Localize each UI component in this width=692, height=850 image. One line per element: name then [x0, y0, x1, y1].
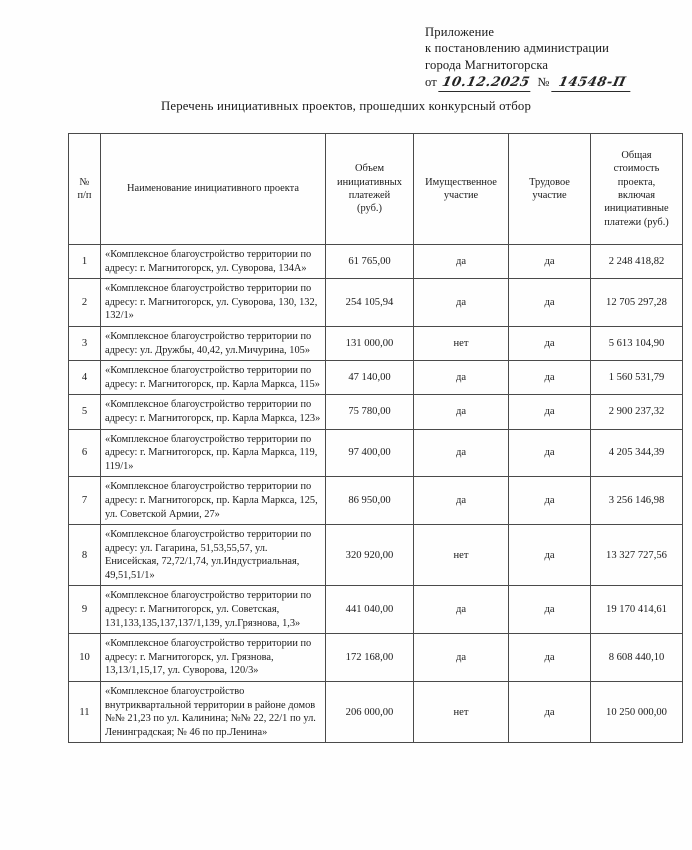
column-header-volume-line3: платежей [348, 190, 391, 201]
cell-volume: 206 000,00 [326, 682, 414, 743]
column-header-project-name: Наименование инициативного проекта [101, 134, 326, 245]
cell-total-cost: 12 705 297,28 [591, 279, 683, 327]
cell-labor: да [509, 279, 591, 327]
table-row [69, 682, 683, 743]
column-header-total-line1: Общая [621, 149, 652, 161]
cell-row-number: 11 [69, 682, 101, 743]
cell-labor: да [509, 525, 591, 586]
cell-property: да [414, 245, 509, 279]
cell-row-number: 5 [69, 395, 101, 429]
cell-volume: 320 920,00 [326, 525, 414, 586]
column-header-labor-participation [509, 134, 591, 245]
cell-row-number: 8 [69, 525, 101, 586]
cell-project-name: «Комплексное благоустройство территории по адресу: г. Магнитогорск, ул. Советская, 131,133,135,137,137/1,139, ул.Грязнова, 1,3» [101, 586, 326, 634]
cell-total-cost: 1 560 531,79 [591, 361, 683, 395]
column-header-number [69, 134, 101, 245]
cell-volume: 86 950,00 [326, 477, 414, 525]
cell-row-number: 1 [69, 245, 101, 279]
cell-project-name: «Комплексное благоустройство территории по адресу: ул. Гагарина, 51,53,55,57, ул. Енисейская, 72,72/1,74, ул.Индустриальная, 49,51,51/1» [101, 525, 326, 586]
table-header [69, 134, 683, 245]
cell-volume: 97 400,00 [326, 429, 414, 477]
table-body [69, 245, 683, 743]
column-header-labor-line2: участие [532, 190, 567, 201]
cell-project-name: «Комплексное благоустройство территории по адресу: г. Магнитогорск, ул. Грязнова, 13,13/1,15,17, ул. Суворова, 120/3» [101, 634, 326, 682]
table-row [69, 429, 683, 477]
cell-property: да [414, 634, 509, 682]
cell-labor: да [509, 477, 591, 525]
cell-total-cost: 5 613 104,90 [591, 326, 683, 360]
table-row [69, 326, 683, 360]
column-header-volume [326, 134, 414, 245]
appendix-header-block [425, 24, 675, 93]
cell-labor: да [509, 395, 591, 429]
cell-row-number: 2 [69, 279, 101, 327]
cell-volume: 47 140,00 [326, 361, 414, 395]
appendix-line-2: к постановлению администрации [425, 41, 610, 56]
date-label: от [425, 75, 437, 90]
cell-total-cost: 4 205 344,39 [591, 429, 683, 477]
handwritten-decree-number: 14548-П [551, 75, 634, 92]
cell-property: нет [414, 525, 509, 586]
cell-property: да [414, 279, 509, 327]
cell-project-name: «Комплексное благоустройство территории по адресу: г. Магнитогорск, пр. Карла Маркса, 125, ул. Советской Армии, 27» [101, 477, 326, 525]
column-header-property-participation [414, 134, 509, 245]
cell-property: да [414, 395, 509, 429]
cell-property: нет [414, 326, 509, 360]
cell-labor: да [509, 682, 591, 743]
cell-volume: 172 168,00 [326, 634, 414, 682]
appendix-line-1: Приложение [425, 25, 495, 39]
projects-table-container [68, 133, 682, 743]
cell-labor: да [509, 586, 591, 634]
cell-row-number: 6 [69, 429, 101, 477]
decree-date-number-line [425, 74, 675, 92]
column-header-total-line2: стоимость [613, 163, 660, 175]
cell-project-name: «Комплексное благоустройство территории по адресу: г. Магнитогорск, ул. Суворова, 130, 132, 132/1» [101, 279, 326, 327]
cell-project-name: «Комплексное благоустройство внутриквартальной территории в районе домов №№ 21,23 по ул. Калинина; №№ 22, 22/1 по ул. Ленинградская; № 46 по пр.Ленина» [101, 682, 326, 743]
column-header-property-line1: Имущественное [425, 176, 497, 188]
number-sign: № [537, 75, 550, 90]
column-header-number-line1: № [79, 176, 90, 188]
cell-property: нет [414, 682, 509, 743]
column-header-volume-line2: инициативных [337, 176, 402, 188]
cell-volume: 254 105,94 [326, 279, 414, 327]
cell-row-number: 7 [69, 477, 101, 525]
cell-project-name: «Комплексное благоустройство территории по адресу: ул. Дружбы, 40,42, ул.Мичурина, 105» [101, 326, 326, 360]
cell-row-number: 3 [69, 326, 101, 360]
cell-labor: да [509, 245, 591, 279]
column-header-volume-line1: Объем [354, 163, 385, 175]
table-row [69, 279, 683, 327]
cell-row-number: 9 [69, 586, 101, 634]
column-header-total-line3: проекта, [617, 176, 656, 188]
cell-project-name: «Комплексное благоустройство территории по адресу: г. Магнитогорск, пр. Карла Маркса, 119, 119/1» [101, 429, 326, 477]
cell-total-cost: 3 256 146,98 [591, 477, 683, 525]
appendix-line-3: города Магнитогорска [425, 57, 549, 72]
cell-total-cost: 19 170 414,61 [591, 586, 683, 634]
cell-project-name: «Комплексное благоустройство территории по адресу: г. Магнитогорск, пр. Карла Маркса, 123» [101, 395, 326, 429]
projects-table [68, 133, 683, 743]
cell-total-cost: 13 327 727,56 [591, 525, 683, 586]
cell-project-name: «Комплексное благоустройство территории по адресу: г. Магнитогорск, ул. Суворова, 134А» [101, 245, 326, 279]
table-row [69, 245, 683, 279]
cell-labor: да [509, 326, 591, 360]
cell-total-cost: 2 900 237,32 [591, 395, 683, 429]
cell-volume: 61 765,00 [326, 245, 414, 279]
table-row [69, 586, 683, 634]
cell-property: да [414, 361, 509, 395]
table-row [69, 477, 683, 525]
handwritten-date: 10.12.2025 [438, 75, 534, 92]
column-header-number-line2: п/п [77, 190, 92, 201]
cell-row-number: 10 [69, 634, 101, 682]
table-header-row [69, 134, 683, 245]
column-header-total-cost [591, 134, 683, 245]
column-header-property-line2: участие [443, 190, 479, 201]
cell-row-number: 4 [69, 361, 101, 395]
column-header-volume-line4: (руб.) [357, 203, 382, 215]
cell-labor: да [509, 634, 591, 682]
cell-volume: 131 000,00 [326, 326, 414, 360]
cell-total-cost: 10 250 000,00 [591, 682, 683, 743]
cell-volume: 75 780,00 [326, 395, 414, 429]
table-row [69, 395, 683, 429]
table-row [69, 634, 683, 682]
column-header-total-line6: платежи (руб.) [604, 216, 669, 228]
cell-volume: 441 040,00 [326, 586, 414, 634]
table-row [69, 361, 683, 395]
cell-labor: да [509, 361, 591, 395]
cell-labor: да [509, 429, 591, 477]
cell-total-cost: 8 608 440,10 [591, 634, 683, 682]
table-row [69, 525, 683, 586]
cell-property: да [414, 586, 509, 634]
cell-property: да [414, 429, 509, 477]
cell-property: да [414, 477, 509, 525]
cell-project-name: «Комплексное благоустройство территории по адресу: г. Магнитогорск, пр. Карла Маркса, 115» [101, 361, 326, 395]
cell-total-cost: 2 248 418,82 [591, 245, 683, 279]
column-header-total-line5: инициативные [604, 203, 669, 215]
column-header-total-line4: включая [617, 190, 656, 201]
page-title: Перечень инициативных проектов, прошедших конкурсный отбор [160, 99, 532, 113]
column-header-labor-line1: Трудовое [529, 176, 570, 188]
